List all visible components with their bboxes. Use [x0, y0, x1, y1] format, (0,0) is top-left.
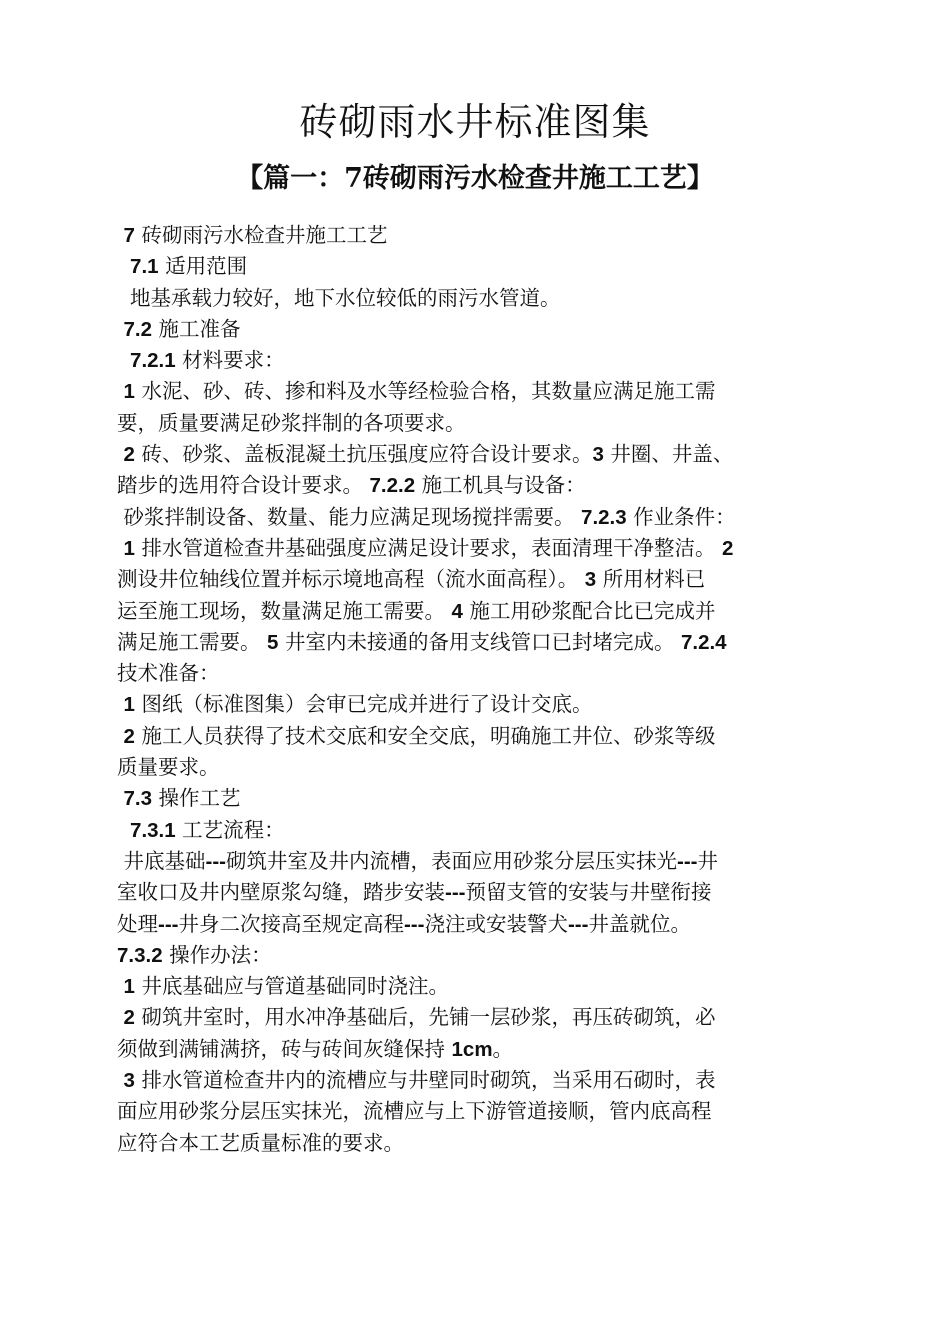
- text-segment: 砌筑井室及井内流槽，表面应用砂浆分层压实抹光: [226, 848, 678, 873]
- text-segment: 作业条件：: [626, 504, 736, 529]
- section-number: 7.2.2: [369, 474, 416, 498]
- text-segment: 井底基础: [117, 848, 206, 873]
- text-segment: 砖、砂浆、盖板混凝土抗压强度应符合设计要求。: [134, 442, 593, 467]
- text-line: [117, 1128, 837, 1159]
- text-line: [117, 971, 837, 1002]
- text-segment: 井室内未接通的备用支线管口已封堵完成。: [278, 629, 681, 654]
- text-line: [117, 877, 837, 908]
- text-segment: 应符合本工艺质量标准的要求。: [117, 1130, 404, 1155]
- text-line: [117, 596, 837, 627]
- text-segment: 操作办法：: [162, 942, 272, 967]
- text-segment: 施工机具与设备：: [415, 473, 586, 498]
- text-line: [117, 909, 837, 940]
- text-line: [117, 376, 837, 407]
- section-number: ---: [677, 849, 698, 873]
- text-segment: 运至施工现场，数量满足施工需要。: [117, 598, 452, 623]
- text-segment: 地基承载力较好，地下水位较低的雨污水管道。: [117, 285, 561, 310]
- text-segment: 质量要求。: [117, 755, 220, 780]
- text-line: [117, 783, 837, 814]
- text-segment: 砌筑井室时，用水冲净基础后，先铺一层砂浆，再压砖砌筑，必: [134, 1005, 716, 1030]
- text-segment: [117, 818, 130, 842]
- text-line: [117, 689, 837, 720]
- text-line: [117, 658, 837, 689]
- text-line: [117, 439, 837, 470]
- text-line: [117, 314, 837, 345]
- text-line: [117, 283, 837, 314]
- text-line: [117, 752, 837, 783]
- text-line: [117, 1002, 837, 1033]
- text-segment: 排水管道检查井基础强度应满足设计要求，表面清理干净整洁。: [134, 535, 722, 560]
- text-segment: 材料要求：: [175, 348, 285, 373]
- section-number: 3: [584, 568, 597, 592]
- text-segment: [117, 348, 130, 372]
- text-segment: 所用材料已: [596, 567, 706, 592]
- text-segment: 预留支管的安装与井壁衔接: [465, 880, 712, 905]
- section-number: 7.3.1: [130, 818, 176, 842]
- text-segment: 。: [492, 1036, 514, 1061]
- text-segment: 要，质量要满足砂浆拌制的各项要求。: [117, 410, 466, 435]
- text-line: [117, 564, 837, 595]
- text-line: [117, 846, 837, 877]
- section-number: ---: [445, 881, 466, 905]
- section-number: 1: [123, 380, 135, 404]
- document-subtitle: 【篇一：7砖砌雨污水检查井施工工艺】: [236, 163, 714, 194]
- text-segment: 水泥、砂、砖、掺和料及水等经检验合格，其数量应满足施工需: [134, 379, 716, 404]
- section-number: 7.2.1: [130, 349, 176, 373]
- section-number: ---: [403, 912, 425, 936]
- text-line: [117, 502, 837, 533]
- section-number: 2: [123, 724, 135, 748]
- text-line: [117, 251, 837, 282]
- text-segment: 井盖就位。: [588, 911, 691, 936]
- text-line: [117, 721, 837, 752]
- section-number: 7.2.3: [581, 505, 627, 529]
- section-number: 5: [267, 630, 279, 654]
- text-segment: 井: [697, 848, 718, 873]
- text-segment: 施工用砂浆配合比已完成并: [462, 598, 716, 623]
- text-segment: 施工准备: [152, 316, 241, 341]
- section-number: ---: [567, 912, 589, 936]
- section-number: 7.3.2: [117, 943, 163, 967]
- text-segment: 图纸（标准图集）会审已完成并进行了设计交底。: [134, 692, 593, 717]
- text-segment: 室收口及井内壁原浆勾缝，踏步安装: [117, 880, 445, 905]
- text-line: [117, 1096, 837, 1127]
- text-segment: 须做到满铺满挤，砖与砖间灰缝保持: [117, 1036, 452, 1061]
- text-segment: 技术准备：: [117, 661, 220, 686]
- section-number: 1: [123, 693, 135, 717]
- text-segment: 工艺流程：: [175, 817, 285, 842]
- section-number: 7.2: [123, 317, 153, 341]
- text-segment: 满足施工需要。: [117, 629, 268, 654]
- text-segment: 操作工艺: [152, 786, 241, 811]
- text-segment: 浇注或安装警犬: [424, 911, 568, 936]
- section-number: 1: [123, 975, 135, 999]
- section-number: ---: [205, 849, 227, 873]
- section-number: 2: [721, 536, 734, 560]
- text-segment: 井底基础应与管道基础同时浇注。: [134, 974, 449, 999]
- section-number: 2: [123, 1006, 135, 1030]
- text-segment: 踏步的选用符合设计要求。: [117, 473, 370, 498]
- section-number: 1cm: [451, 1037, 493, 1061]
- text-line: [117, 470, 837, 501]
- text-line: [117, 940, 837, 971]
- text-line: [117, 1034, 837, 1065]
- text-line: [117, 220, 837, 251]
- text-segment: 测设井位轴线位置并标示境地高程（流水面高程）。: [117, 567, 585, 592]
- section-number: 3: [123, 1069, 135, 1093]
- text-segment: 井身二次接高至规定高程: [178, 911, 404, 936]
- text-segment: [117, 254, 130, 278]
- section-number: 7.3: [123, 787, 153, 811]
- section-number: 4: [451, 599, 463, 623]
- section-number: 7.2.4: [680, 630, 727, 654]
- text-line: [117, 815, 837, 846]
- text-line: [117, 533, 837, 564]
- text-line: [117, 345, 837, 376]
- text-segment: 砖砌雨污水检查井施工工艺: [134, 223, 388, 247]
- section-number: 3: [592, 443, 604, 467]
- text-line: [117, 1065, 837, 1096]
- section-number: 7.1: [130, 255, 159, 279]
- text-segment: 适用范围: [158, 254, 248, 279]
- text-segment: 处理: [117, 911, 158, 936]
- document-body: [117, 220, 837, 1159]
- section-number: 2: [123, 443, 135, 467]
- document-title: 砖砌雨水井标准图集: [299, 100, 651, 144]
- section-number: 7: [123, 224, 135, 247]
- text-segment: 施工人员获得了技术交底和安全交底，明确施工井位、砂浆等级: [134, 723, 716, 748]
- text-segment: 井圈、井盖、: [603, 442, 734, 467]
- text-segment: 排水管道检查井内的流槽应与井壁同时砌筑，当采用石砌时，表: [134, 1068, 716, 1093]
- text-line: [117, 627, 837, 658]
- section-number: ---: [158, 912, 179, 936]
- text-segment: 面应用砂浆分层压实抹光，流槽应与上下游管道接顺，管内底高程: [117, 1099, 712, 1124]
- section-number: 1: [123, 536, 135, 560]
- text-line: [117, 408, 837, 439]
- text-segment: 砂浆拌制设备、数量、能力应满足现场搅拌需要。: [117, 504, 582, 529]
